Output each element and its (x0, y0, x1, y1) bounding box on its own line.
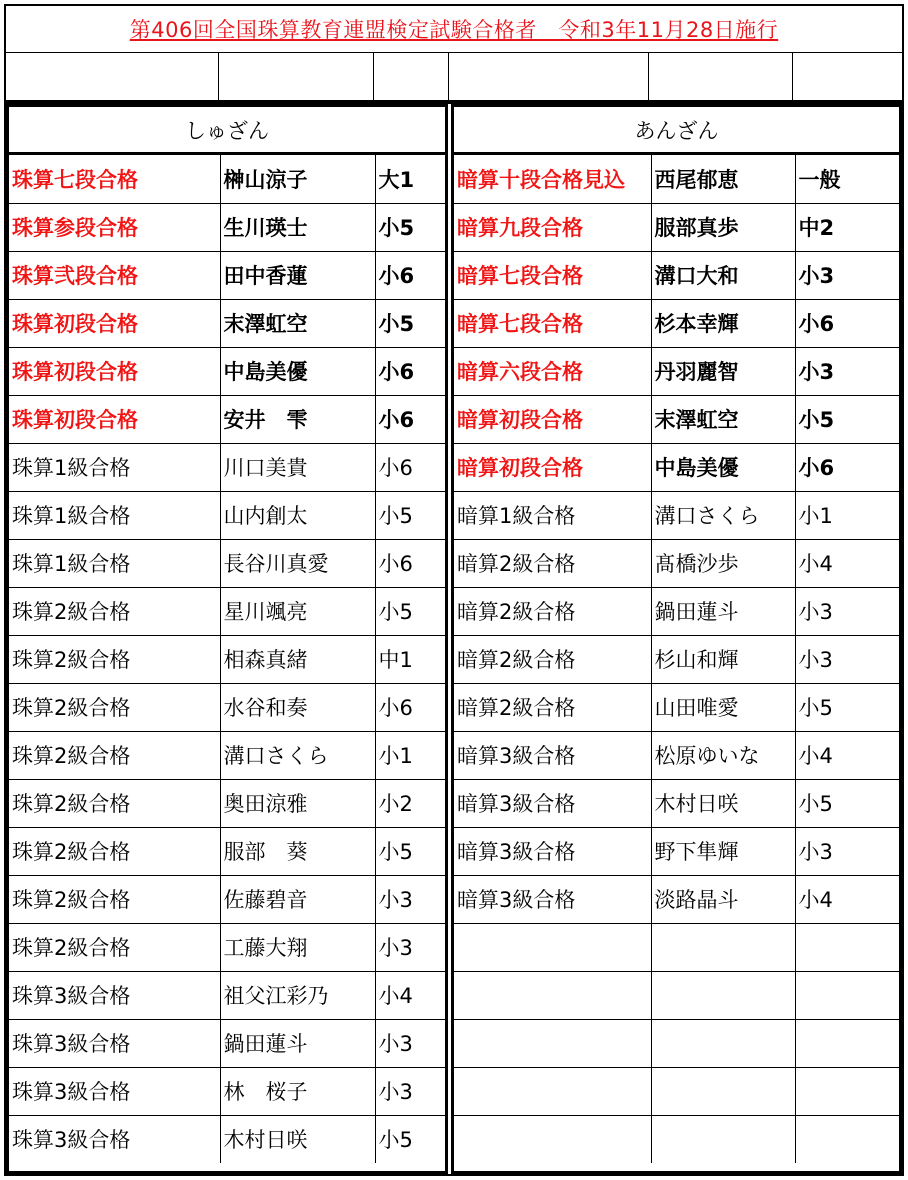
grade-cell: 珠算2級合格 (9, 923, 220, 971)
name-cell: 山内創太 (220, 491, 375, 539)
grade-cell: 暗算2級合格 (454, 635, 651, 683)
year-cell: 小4 (795, 539, 899, 587)
name-cell: 髙橋沙歩 (651, 539, 795, 587)
soroban-panel (6, 104, 448, 1174)
grade-cell: 珠算2級合格 (9, 827, 220, 875)
year-cell: 小3 (795, 827, 899, 875)
table-row (9, 971, 445, 1019)
table-row (454, 539, 899, 587)
blank-cell (648, 53, 793, 101)
anzan-panel (451, 104, 902, 1174)
year-cell: 小5 (375, 203, 445, 251)
grade-cell: 珠算3級合格 (9, 1067, 220, 1115)
year-cell: 小5 (375, 491, 445, 539)
grade-cell: 暗算七段合格 (454, 251, 651, 299)
table-row (454, 203, 899, 251)
year-cell (795, 971, 899, 1019)
table-row (9, 491, 445, 539)
name-cell: 奥田涼雅 (220, 779, 375, 827)
table-row (9, 251, 445, 299)
table-row (9, 155, 445, 203)
grade-cell (454, 971, 651, 1019)
name-cell: 安井 雫 (220, 395, 375, 443)
anzan-header: あんざん (454, 107, 899, 155)
year-cell: 小2 (375, 779, 445, 827)
table-row (454, 1067, 899, 1115)
blank-cell (448, 53, 649, 101)
table-row (454, 347, 899, 395)
grade-cell: 暗算3級合格 (454, 779, 651, 827)
year-cell: 小3 (795, 251, 899, 299)
grade-cell: 暗算1級合格 (454, 491, 651, 539)
name-cell: 溝口さくら (220, 731, 375, 779)
name-cell: 榊山涼子 (220, 155, 375, 203)
grade-cell: 暗算十段合格見込 (454, 155, 651, 203)
year-cell: 一般 (795, 155, 899, 203)
name-cell: 長谷川真愛 (220, 539, 375, 587)
name-cell: 川口美貴 (220, 443, 375, 491)
year-cell: 小6 (375, 347, 445, 395)
name-cell: 木村日咲 (220, 1115, 375, 1163)
blank-row (6, 53, 902, 101)
table-row (454, 251, 899, 299)
table-row (454, 731, 899, 779)
table-row (454, 923, 899, 971)
table-row (9, 875, 445, 923)
year-cell: 小6 (375, 443, 445, 491)
grade-cell: 暗算初段合格 (454, 395, 651, 443)
year-cell: 小3 (375, 923, 445, 971)
grade-cell: 暗算2級合格 (454, 683, 651, 731)
grade-cell: 暗算3級合格 (454, 731, 651, 779)
grade-cell: 珠算2級合格 (9, 731, 220, 779)
title-row (6, 6, 902, 53)
table-row (9, 203, 445, 251)
soroban-header: しゅざん (9, 107, 445, 155)
year-cell: 小3 (375, 1067, 445, 1115)
table-row (9, 1019, 445, 1067)
year-cell: 小3 (795, 587, 899, 635)
grade-cell: 暗算七段合格 (454, 299, 651, 347)
year-cell (795, 923, 899, 971)
table-row (9, 827, 445, 875)
name-cell: 丹羽麗智 (651, 347, 795, 395)
blank-cell (373, 53, 449, 101)
table-row (454, 443, 899, 491)
grade-cell: 暗算九段合格 (454, 203, 651, 251)
table-row (454, 491, 899, 539)
year-cell: 小5 (375, 299, 445, 347)
table-row (454, 299, 899, 347)
name-cell (651, 1115, 795, 1163)
table-row (9, 443, 445, 491)
name-cell: 田中香蓮 (220, 251, 375, 299)
name-cell: 山田唯愛 (651, 683, 795, 731)
table-row (454, 875, 899, 923)
grade-cell: 珠算初段合格 (9, 347, 220, 395)
table-row (9, 635, 445, 683)
grade-cell: 珠算1級合格 (9, 443, 220, 491)
year-cell (795, 1115, 899, 1163)
table-row (454, 683, 899, 731)
name-cell: 西尾郁恵 (651, 155, 795, 203)
year-cell: 小5 (375, 587, 445, 635)
year-cell: 小5 (378, 1128, 413, 1153)
anzan-table (454, 155, 899, 1163)
blank-cell (792, 53, 903, 101)
table-row (454, 155, 899, 203)
name-cell (651, 1019, 795, 1067)
grade-cell: 珠算3級合格 (9, 971, 220, 1019)
year-cell: 小1 (375, 731, 445, 779)
year-cell (795, 1067, 899, 1115)
grade-cell: 暗算2級合格 (454, 587, 651, 635)
name-cell: 林 桜子 (220, 1067, 375, 1115)
year-cell: 小6 (795, 299, 899, 347)
table-row (9, 347, 445, 395)
name-cell (651, 1067, 795, 1115)
name-cell: 木村日咲 (651, 779, 795, 827)
year-cell (795, 1019, 899, 1067)
year-cell: 小6 (375, 251, 445, 299)
table-row (9, 731, 445, 779)
grade-cell: 珠算参段合格 (9, 203, 220, 251)
grade-cell: 暗算2級合格 (454, 539, 651, 587)
name-cell: 水谷和奏 (220, 683, 375, 731)
table-row (9, 779, 445, 827)
year-cell: 小5 (795, 395, 899, 443)
year-cell: 中2 (795, 203, 899, 251)
name-cell: 杉本幸輝 (651, 299, 795, 347)
year-cell: 小3 (795, 347, 899, 395)
year-cell: 小6 (795, 443, 899, 491)
name-cell: 工藤大翔 (220, 923, 375, 971)
grade-cell: 珠算2級合格 (9, 683, 220, 731)
name-cell: 服部真歩 (651, 203, 795, 251)
soroban-table (9, 155, 445, 1163)
name-cell: 淡路晶斗 (651, 875, 795, 923)
grade-cell: 珠算2級合格 (9, 587, 220, 635)
year-cell: 大1 (375, 155, 445, 203)
year-cell: 小5 (795, 683, 899, 731)
year-cell: 小5 (375, 827, 445, 875)
grade-cell (454, 1115, 651, 1163)
year-cell: 小3 (795, 635, 899, 683)
year-cell: 小6 (375, 683, 445, 731)
year-cell: 小4 (795, 875, 899, 923)
page-title: 第406回全国珠算教育連盟検定試験合格者 令和3年11月28日施行 (129, 18, 779, 42)
year-cell: 小5 (795, 779, 899, 827)
table-row (454, 971, 899, 1019)
year-cell: 小3 (375, 875, 445, 923)
name-cell: 野下隼輝 (651, 827, 795, 875)
name-cell: 鍋田蓮斗 (651, 587, 795, 635)
name-cell: 服部 葵 (220, 827, 375, 875)
name-cell: 溝口大和 (651, 251, 795, 299)
grade-cell: 珠算七段合格 (9, 155, 220, 203)
table-row (9, 299, 445, 347)
grade-cell: 暗算六段合格 (454, 347, 651, 395)
name-cell: 生川瑛士 (220, 203, 375, 251)
name-cell: 末澤虹空 (220, 299, 375, 347)
table-row (9, 539, 445, 587)
name-cell (651, 971, 795, 1019)
table-row (454, 1115, 899, 1163)
year-cell: 小6 (375, 539, 445, 587)
year-cell: 中1 (375, 635, 445, 683)
name-cell: 中島美優 (651, 443, 795, 491)
grade-cell (454, 1019, 651, 1067)
name-cell: 松原ゆいな (651, 731, 795, 779)
table-row (9, 923, 445, 971)
table-row (454, 1019, 899, 1067)
name-cell: 末澤虹空 (651, 395, 795, 443)
name-cell: 鍋田蓮斗 (220, 1019, 375, 1067)
year-cell: 小4 (795, 731, 899, 779)
year-cell: 小4 (375, 971, 445, 1019)
table-row (9, 395, 445, 443)
table-row (454, 827, 899, 875)
name-cell: 祖父江彩乃 (220, 971, 375, 1019)
grade-cell: 珠算初段合格 (9, 299, 220, 347)
year-cell: 小3 (375, 1019, 445, 1067)
grade-cell: 珠算3級合格 (9, 1115, 220, 1163)
name-cell: 中島美優 (220, 347, 375, 395)
grade-cell: 暗算3級合格 (454, 875, 651, 923)
grade-cell: 珠算2級合格 (9, 875, 220, 923)
table-row (9, 683, 445, 731)
name-cell: 杉山和輝 (651, 635, 795, 683)
blank-cell (218, 53, 374, 101)
table-row (9, 1115, 445, 1163)
table-row (454, 395, 899, 443)
results-sheet (4, 4, 904, 1176)
grade-cell: 珠算2級合格 (9, 635, 220, 683)
table-row (454, 779, 899, 827)
name-cell: 溝口さくら (651, 491, 795, 539)
grade-cell (454, 1067, 651, 1115)
grade-cell: 珠算3級合格 (9, 1019, 220, 1067)
year-cell: 小1 (795, 491, 899, 539)
grade-cell: 珠算初段合格 (9, 395, 220, 443)
name-cell: 星川颯亮 (220, 587, 375, 635)
table-row (454, 587, 899, 635)
name-cell: 相森真緒 (220, 635, 375, 683)
grade-cell: 暗算初段合格 (454, 443, 651, 491)
grade-cell (454, 923, 651, 971)
grade-cell: 珠算1級合格 (9, 539, 220, 587)
grade-cell: 珠算2級合格 (9, 779, 220, 827)
table-row (454, 635, 899, 683)
grade-cell: 珠算1級合格 (9, 491, 220, 539)
year-cell: 小6 (375, 395, 445, 443)
grade-cell: 珠算弐段合格 (9, 251, 220, 299)
table-row (9, 1067, 445, 1115)
name-cell (651, 923, 795, 971)
table-row (9, 587, 445, 635)
name-cell: 佐藤碧音 (220, 875, 375, 923)
grade-cell: 暗算3級合格 (454, 827, 651, 875)
